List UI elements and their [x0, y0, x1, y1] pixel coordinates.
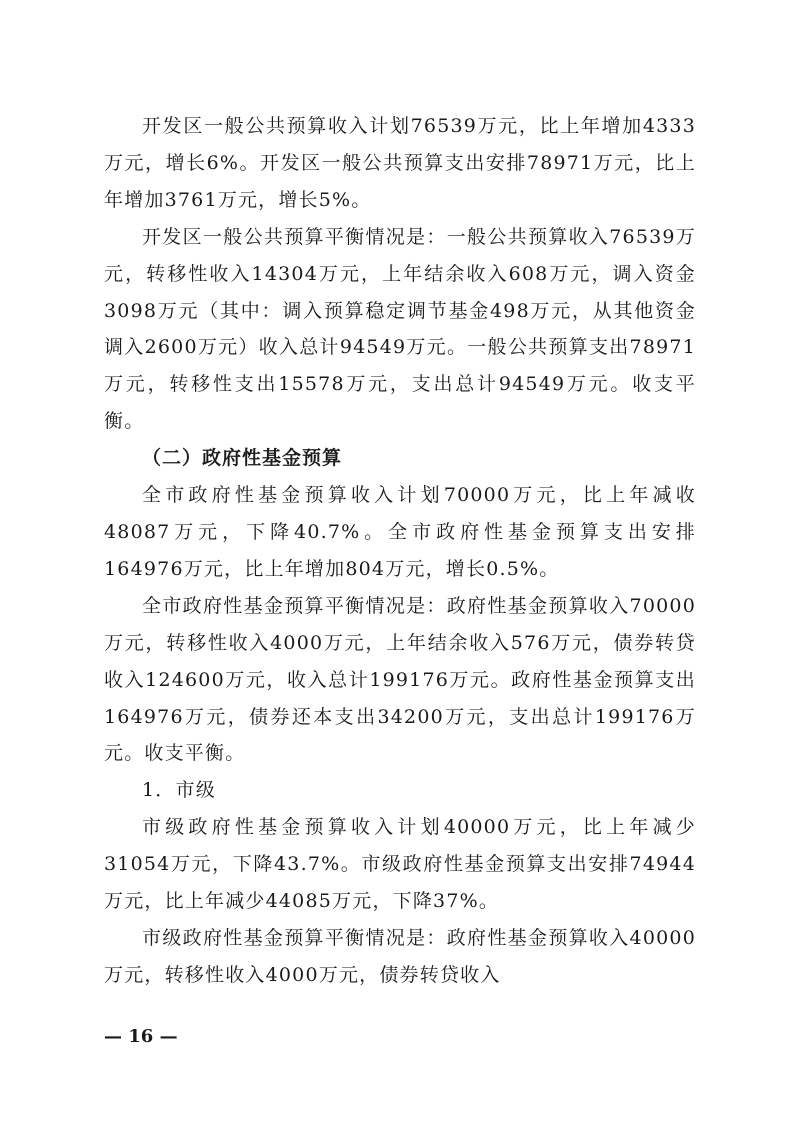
subsection-heading-municipal-level: 1．市级: [142, 779, 216, 802]
page-number: — 16 —: [104, 1026, 178, 1047]
paragraph-municipal-fund-budget: 市级政府性基金预算收入计划40000万元，比上年减少31054万元，下降43.7%。市级政府性基金预算支出安排74944万元，比上年减少44085万元，下降37%。: [104, 816, 696, 913]
section-heading-government-fund-budget: （二）政府性基金预算: [142, 447, 343, 470]
paragraph-development-zone-balance: 开发区一般公共预算平衡情况是：一般公共预算收入76539万元，转移性收入14304万元，上年结余收入608万元，调入资金3098万元（其中：调入预算稳定调节基金498万元，从其他资金调入2600万元）收入总计94549万元。一般公共预算支出78971万元，转移性支出15578万元，支出总计94549万元。收支平衡。: [104, 225, 696, 433]
paragraph-municipal-fund-balance: 市级政府性基金预算平衡情况是：政府性基金预算收入40000万元，转移性收入4000万元，债券转贷收入: [104, 926, 696, 986]
document-body: [104, 108, 696, 994]
paragraph-development-zone-budget: 开发区一般公共预算收入计划76539万元，比上年增加4333万元，增长6%。开发区一般公共预算支出安排78971万元，比上年增加3761万元，增长5%。: [104, 115, 696, 211]
paragraph-city-fund-budget: 全市政府性基金预算收入计划70000万元，比上年减收48087万元，下降40.7%。全市政府性基金预算支出安排164976万元，比上年增加804万元，增长0.5%。: [104, 484, 696, 580]
paragraph-city-fund-balance: 全市政府性基金预算平衡情况是：政府性基金预算收入70000万元，转移性收入4000万元，上年结余收入576万元，债券转贷收入124600万元，收入总计199176万元。政府性基金预算支出164976万元，债券还本支出34200万元，支出总计199176万元。收支平衡。: [104, 594, 696, 765]
